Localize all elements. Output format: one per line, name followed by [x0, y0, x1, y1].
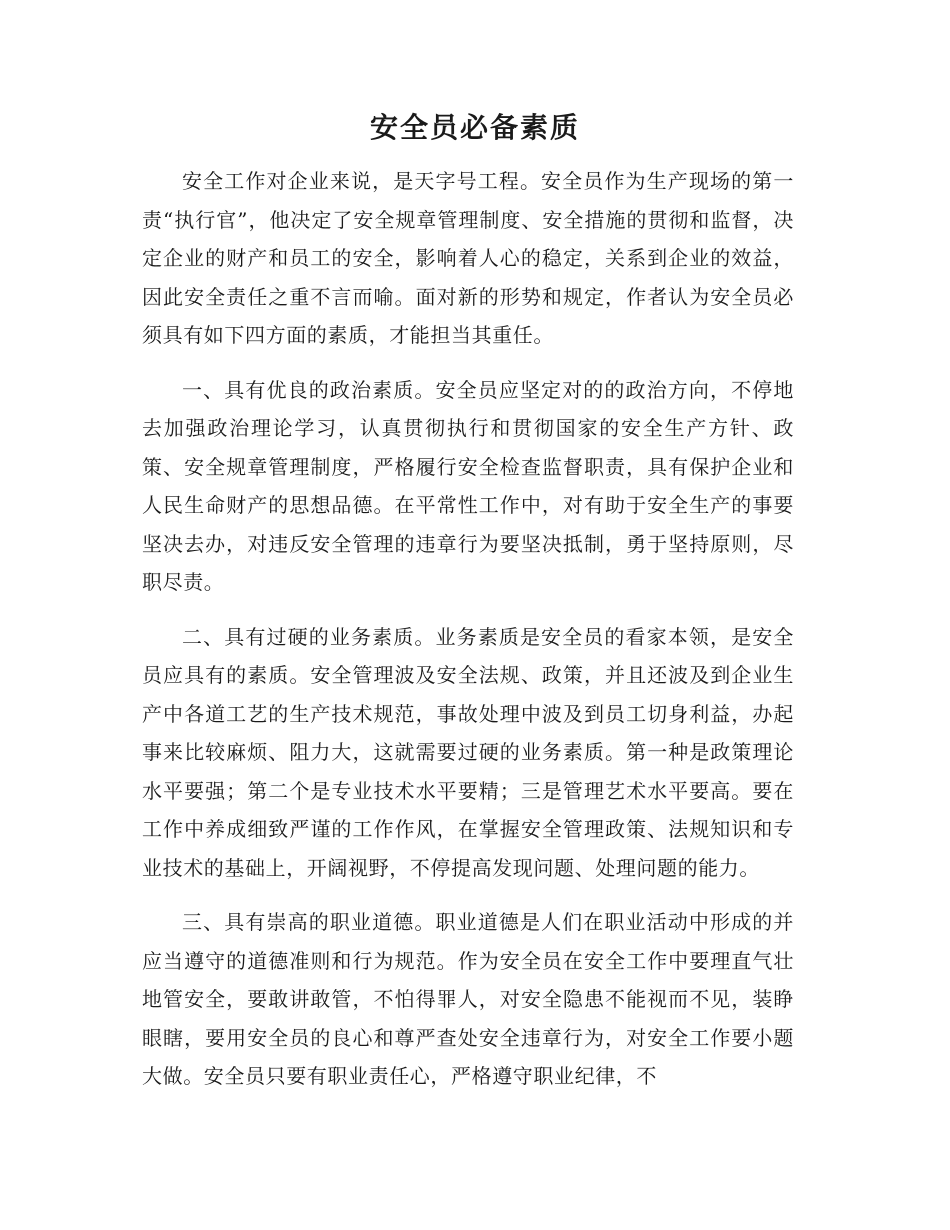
paragraph-political-quality: 一、具有优良的政治素质。安全员应坚定对的的政治方向，不停地去加强政治理论学习，认真贯彻执行和贯彻国家的安全生产方针、政策、安全规章管理制度，严格履行安全检查监督职责，具有保护企业和人民生命财产的思想品德。在平常性工作中，对有助于安全生产的事要坚决去办，对违反安全管理的违章行为要坚决抵制，勇于坚持原则，尽职尽责。 — [142, 377, 794, 594]
paragraph-professional-ethics: 三、具有崇高的职业道德。职业道德是人们在职业活动中形成的并应当遵守的道德准则和行为规范。作为安全员在安全工作中要理直气壮地管安全，要敢讲敢管，不怕得罪人，对安全隐患不能视而不见，装睁眼瞎，要用安全员的良心和尊严查处安全违章行为，对安全工作要小题大做。安全员只要有职业责任心，严格遵守职业纪律，不 — [142, 910, 794, 1088]
paragraph-professional-quality: 二、具有过硬的业务素质。业务素质是安全员的看家本领，是安全员应具有的素质。安全管理波及安全法规、政策，并且还波及到企业生产中各道工艺的生产技术规范，事故处理中波及到员工切身利益，办起事来比较麻烦、阻力大，这就需要过硬的业务素质。第一种是政策理论水平要强；第二个是专业技术水平要精；三是管理艺术水平要高。要在工作中养成细致严谨的工作作风，在掌握安全管理政策、法规知识和专业技术的基础上，开阔视野，不停提高发现问题、处理问题的能力。 — [142, 624, 794, 880]
document-body — [142, 162, 794, 1112]
document-title: 安全员必备素质 — [369, 111, 580, 144]
paragraph-intro: 安全工作对企业来说，是天字号工程。安全员作为生产现场的第一责“执行官”，他决定了安全规章管理制度、安全措施的贯彻和监督，决定企业的财产和员工的安全，影响着人心的稳定，关系到企业的效益，因此安全责任之重不言而喻。面对新的形势和规定，作者认为安全员必须具有如下四方面的素质，才能担当其重任。 — [142, 169, 794, 347]
